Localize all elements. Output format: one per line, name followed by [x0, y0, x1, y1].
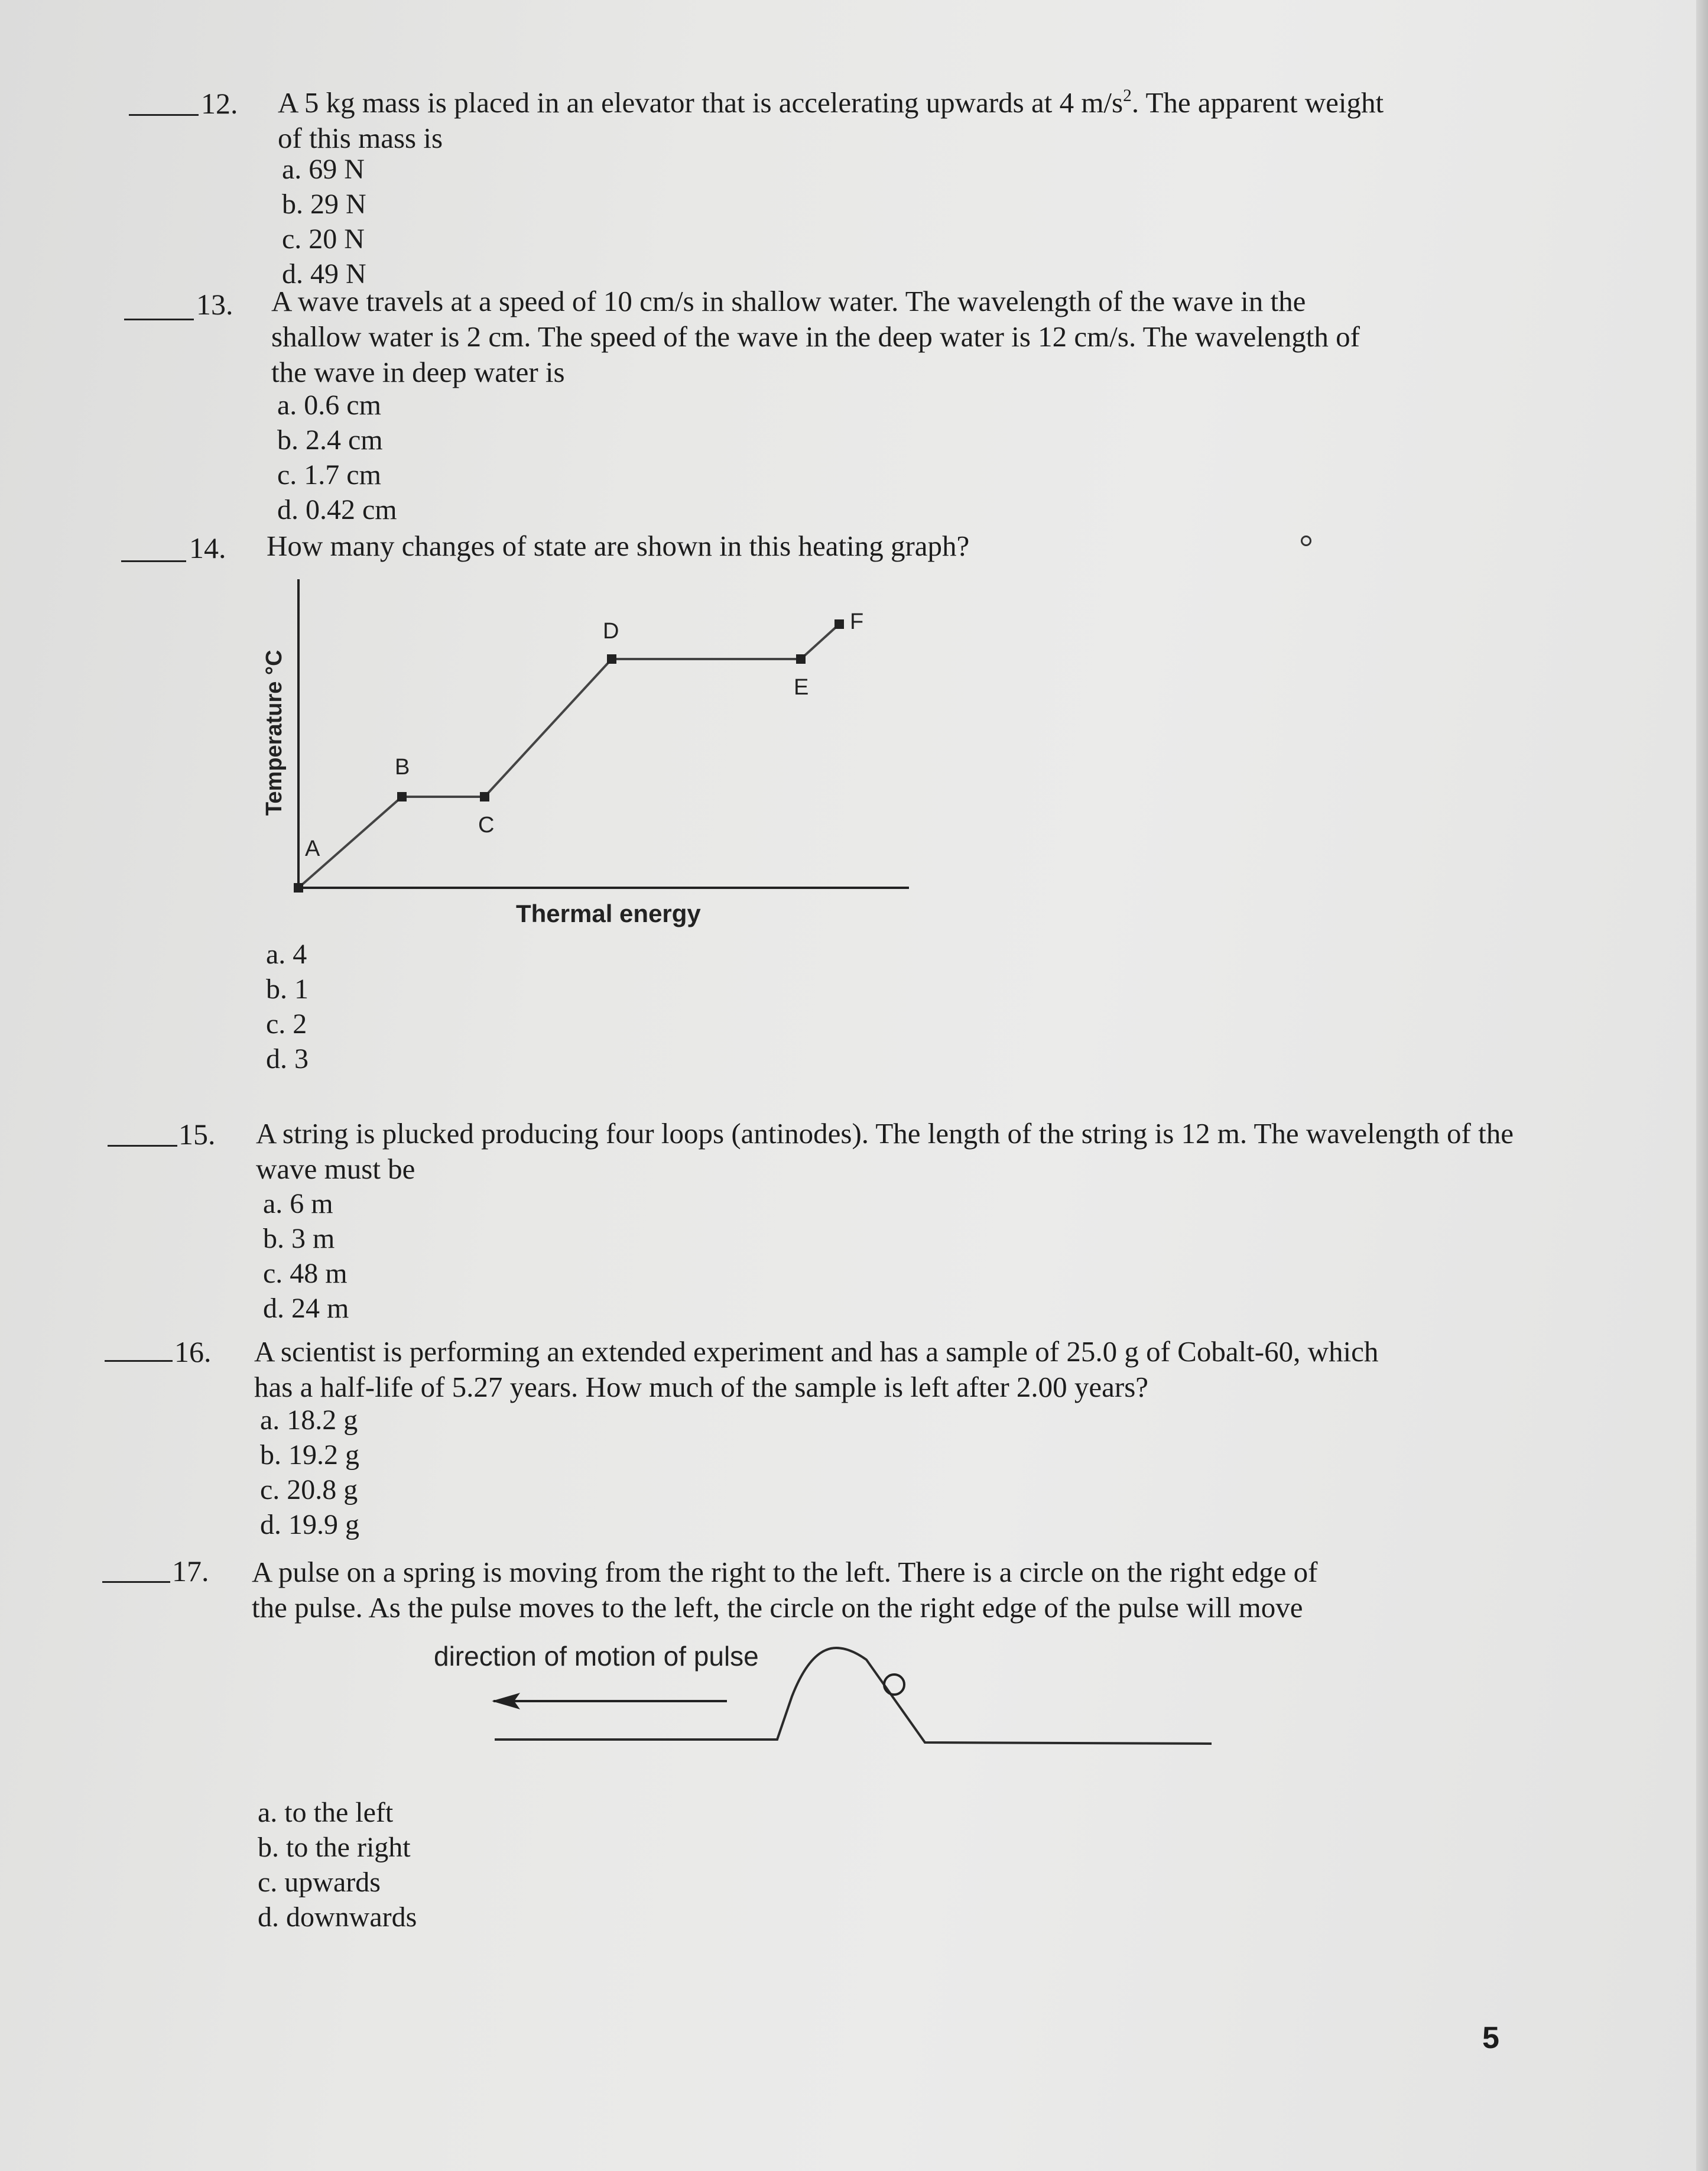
page-edge	[1696, 0, 1708, 2171]
question-number: 12.	[201, 87, 238, 120]
question-text	[267, 528, 969, 564]
question-text-line: wave must be	[256, 1153, 415, 1185]
point-label-a: A	[305, 836, 320, 861]
answer-blank[interactable]	[121, 560, 186, 562]
option-list	[277, 388, 397, 527]
superscript: 2	[1123, 86, 1132, 105]
question-text-tail: . The apparent weight	[1131, 86, 1384, 119]
option-a[interactable]: a. 4	[266, 939, 307, 970]
question-text-line: A wave travels at a speed of 10 cm/s in shallow water. The wavelength of the wave in the	[271, 285, 1306, 317]
option-c[interactable]: c. upwards	[258, 1867, 381, 1898]
point-marker-f	[834, 619, 844, 629]
option-b[interactable]: b. to the right	[258, 1832, 411, 1863]
point-label-f: F	[850, 609, 864, 634]
option-a[interactable]: a. 6 m	[263, 1188, 333, 1219]
y-axis-label: Temperature °C	[262, 650, 287, 816]
question-number: 17.	[172, 1555, 209, 1588]
option-c[interactable]: c. 2	[266, 1008, 307, 1040]
question-text-line: A scientist is performing an extended experiment and has a sample of 25.0 g of Cobalt-60, which	[254, 1335, 1379, 1368]
option-c[interactable]: c. 1.7 cm	[277, 459, 381, 491]
option-d[interactable]: d. downwards	[258, 1901, 417, 1933]
option-d[interactable]: d. 49 N	[282, 258, 366, 290]
option-list	[260, 1403, 359, 1542]
answer-blank[interactable]	[105, 1360, 173, 1362]
answer-blank[interactable]	[124, 319, 194, 320]
option-b[interactable]: b. 3 m	[263, 1223, 335, 1254]
question-text-line: of this mass is	[278, 122, 443, 154]
page-number: 5	[1482, 2021, 1499, 2055]
point-marker-a	[294, 883, 303, 893]
question-text-line: the pulse. As the pulse moves to the left, the circle on the right edge of the pulse will move	[252, 1591, 1303, 1624]
option-a[interactable]: a. to the left	[258, 1797, 394, 1828]
option-a[interactable]: a. 69 N	[282, 154, 365, 185]
question-text	[252, 1555, 1318, 1625]
option-list	[258, 1795, 417, 1935]
question-text	[254, 1334, 1378, 1405]
x-axis-label: Thermal energy	[516, 900, 701, 927]
option-b[interactable]: b. 2.4 cm	[277, 424, 383, 456]
option-a[interactable]: a. 18.2 g	[260, 1404, 358, 1436]
option-c[interactable]: c. 20 N	[282, 223, 365, 255]
answer-blank[interactable]	[108, 1145, 177, 1147]
figure-caption: direction of motion of pulse	[434, 1641, 759, 1672]
question-text-line: A string is plucked producing four loops (antinodes). The length of the string is 12 m. The wavelength of the	[256, 1117, 1514, 1150]
question-text-line: shallow water is 2 cm. The speed of the wave in the deep water is 12 cm/s. The wavelength of	[271, 320, 1360, 353]
heating-curve	[298, 624, 839, 888]
pulse-figure	[426, 1631, 1217, 1750]
point-label-b: B	[395, 755, 410, 780]
option-list	[263, 1186, 349, 1326]
point-marker-e	[796, 654, 806, 664]
point-marker-c	[480, 792, 489, 801]
option-list	[266, 937, 309, 1076]
question-text-line: How many changes of state are shown in this heating graph?	[267, 530, 970, 562]
question-text-line: A pulse on a spring is moving from the right to the left. There is a circle on the right edge of	[252, 1556, 1318, 1588]
question-text-line: the wave in deep water is	[271, 356, 565, 388]
question-text-line: A 5 kg mass is placed in an elevator that is accelerating upwards at 4 m/s	[278, 86, 1123, 119]
question-number: 15.	[178, 1118, 216, 1151]
question-number: 16.	[174, 1335, 212, 1368]
question-text	[256, 1116, 1514, 1187]
question-number: 13.	[196, 288, 233, 321]
option-c[interactable]: c. 48 m	[263, 1258, 348, 1289]
option-d[interactable]: d. 0.42 cm	[277, 494, 397, 525]
option-d[interactable]: d. 3	[266, 1043, 309, 1075]
option-d[interactable]: d. 24 m	[263, 1293, 349, 1324]
point-marker-b	[397, 792, 407, 801]
answer-blank[interactable]	[129, 114, 199, 116]
stray-pen-mark	[1301, 536, 1311, 546]
question-text-line: has a half-life of 5.27 years. How much of the sample is left after 2.00 years?	[254, 1371, 1149, 1403]
pulse-marker-circle	[884, 1675, 904, 1695]
answer-blank[interactable]	[102, 1581, 170, 1583]
question-number: 14.	[189, 531, 226, 564]
option-b[interactable]: b. 29 N	[282, 189, 366, 220]
point-marker-d	[607, 654, 616, 664]
option-b[interactable]: b. 1	[266, 973, 309, 1005]
heating-graph	[248, 567, 928, 934]
point-label-d: D	[603, 619, 619, 644]
point-label-c: C	[478, 813, 495, 838]
option-a[interactable]: a. 0.6 cm	[277, 390, 381, 421]
option-b[interactable]: b. 19.2 g	[260, 1439, 359, 1471]
option-list	[282, 152, 366, 291]
question-text	[278, 85, 1384, 156]
option-c[interactable]: c. 20.8 g	[260, 1474, 358, 1505]
question-text	[271, 284, 1360, 390]
point-label-e: E	[794, 675, 809, 700]
option-d[interactable]: d. 19.9 g	[260, 1509, 359, 1540]
